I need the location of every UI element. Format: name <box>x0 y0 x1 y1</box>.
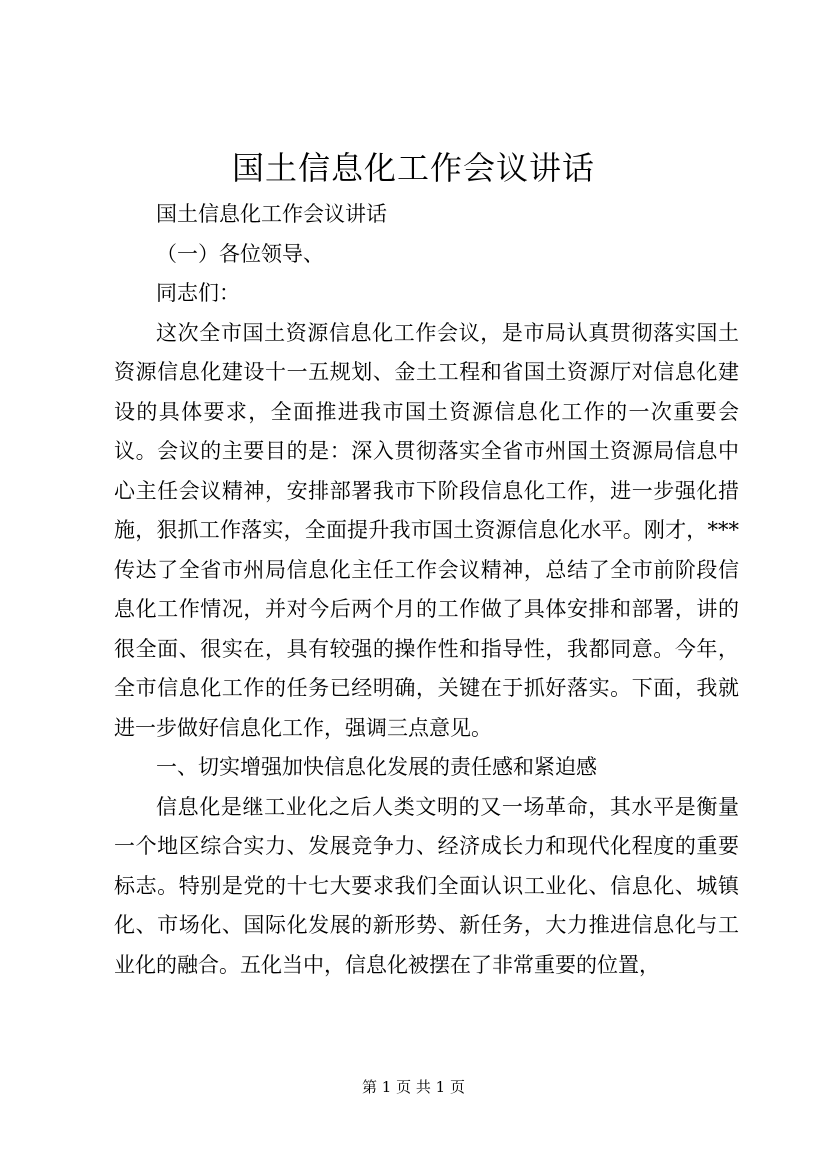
page-footer: 第 1 页 共 1 页 <box>362 1078 465 1096</box>
paragraph-subtitle: 国土信息化工作会议讲话 <box>156 202 387 226</box>
document-title: 国土信息化工作会议讲话 <box>231 149 595 187</box>
document-body <box>114 195 739 985</box>
paragraph-salutation-1: （一）各位领导、 <box>156 241 324 266</box>
paragraph-salutation-2: 同志们： <box>156 281 240 305</box>
paragraph-intro: 这次全市国土资源信息化工作会议，是市局认真贯彻落实国土资源信息化建设十一五规划、金土工程和省国土资源厅对信息化建设的具体要求，全面推进我市国土资源信息化工作的一次重要会议。会议的主要目的是：深入贯彻落实全省市州国土资源局信息中心主任会议精神，安排部署我市下阶段信息化工作，进一步强化措施，狠抓工作落实，全面提升我市国土资源信息化水平。刚才，***传达了全省市州局信息化主任工作会议精神，总结了全市前阶段信息化工作情况，并对今后两个月的工作做了具体安排和部署，讲的很全面、很实在，具有较强的操作性和指导性，我都同意。今年，全市信息化工作的任务已经明确，关键在于抓好落实。下面，我就进一步做好信息化工作，强调三点意见。 <box>114 320 739 740</box>
paragraph-section-heading: 一、切实增强加快信息化发展的责任感和紧迫感 <box>156 755 597 779</box>
paragraph-section-body: 信息化是继工业化之后人类文明的又一场革命，其水平是衡量一个地区综合实力、发展竞争力、经济成长力和现代化程度的重要标志。特别是党的十七大要求我们全面认识工业化、信息化、城镇化、市场化、国际化发展的新形势、新任务，大力推进信息化与工业化的融合。五化当中，信息化被摆在了非常重要的位置， <box>114 794 739 977</box>
